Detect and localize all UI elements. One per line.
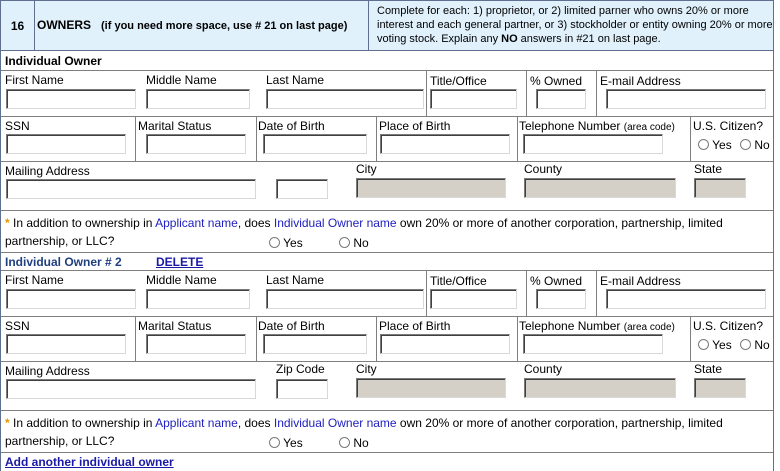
county-label: County: [524, 362, 563, 376]
email-label: E-mail Address: [600, 74, 681, 88]
citizen-yes-label: Yes: [712, 138, 732, 152]
mailing-address-input[interactable]: [6, 179, 256, 199]
question-no-label: No: [353, 436, 369, 450]
last-name-input[interactable]: [266, 289, 424, 309]
telephone-hint: (area code): [623, 122, 675, 133]
question-no-label: No: [353, 236, 369, 250]
add-owner-link[interactable]: Add another individual owner: [5, 455, 174, 469]
citizen-yes-option[interactable]: [698, 138, 732, 152]
title-office-label: Title/Office: [430, 74, 487, 88]
radio-button[interactable]: [740, 339, 751, 350]
applicant-name-ref: Applicant name: [155, 216, 238, 230]
divider: [426, 271, 427, 316]
telephone-input[interactable]: [523, 334, 663, 354]
middle-name-label: Middle Name: [146, 73, 217, 87]
divider: [526, 71, 527, 116]
divider: [376, 317, 377, 361]
email-input[interactable]: [606, 289, 766, 309]
last-name-label: Last Name: [266, 273, 325, 287]
question-text: own 20% or more of another corporation, partnership, limited partnership, or LLC?: [5, 216, 723, 248]
first-name-label: First Name: [5, 73, 64, 87]
question-yes-label: Yes: [283, 236, 303, 250]
divider: [1, 316, 773, 317]
section-instructions: [368, 1, 773, 51]
divider: [1, 410, 773, 411]
marital-status-label: Marital Status: [138, 119, 212, 133]
divider: [690, 117, 691, 161]
divider: [596, 71, 597, 116]
county-field: [524, 178, 676, 198]
question-no-option[interactable]: [339, 436, 369, 450]
last-name-label: Last Name: [266, 73, 325, 87]
citizen-no-label: No: [754, 138, 770, 152]
state-label: State: [694, 162, 723, 176]
section-subtitle: (if you need more space, use # 21 on last page): [101, 20, 348, 32]
owner-name-ref: Individual Owner name: [273, 216, 397, 230]
divider: [1, 270, 773, 271]
owner-name-ref: Individual Owner name: [273, 416, 397, 430]
divider: [135, 117, 136, 161]
mailing-address-input[interactable]: [6, 379, 256, 399]
question-text: own 20% or more of another corporation, partnership, limited partnership, or LLC?: [5, 416, 723, 448]
ssn-input[interactable]: [6, 134, 126, 154]
owner1-heading: Individual Owner: [5, 54, 102, 68]
pob-input[interactable]: [380, 334, 510, 354]
divider: [526, 271, 527, 316]
state-field: [694, 178, 746, 198]
divider: [426, 71, 427, 116]
divider: [690, 317, 691, 361]
title-office-input[interactable]: [430, 89, 517, 109]
question-text: , does: [237, 416, 274, 430]
section-title-text: OWNERS: [37, 18, 91, 32]
city-field: [356, 378, 506, 398]
citizen-label: U.S. Citizen?: [693, 319, 764, 333]
telephone-label: [519, 119, 675, 133]
zip-code-label: Zip Code: [276, 362, 325, 376]
city-label: City: [356, 162, 377, 176]
owner2-heading: Individual Owner # 2: [5, 255, 122, 269]
instructions-text-end: answers in #21 on last page.: [517, 33, 661, 45]
delete-owner-link[interactable]: DELETE: [156, 255, 204, 269]
city-label: City: [356, 362, 377, 376]
section-title: [37, 18, 347, 32]
middle-name-input[interactable]: [146, 289, 250, 309]
percent-owned-input[interactable]: [536, 89, 586, 109]
question-text: , does: [237, 216, 274, 230]
dob-input[interactable]: [263, 134, 367, 154]
email-label: E-mail Address: [600, 274, 681, 288]
question-yes-option[interactable]: [269, 436, 303, 450]
telephone-label-text: Telephone Number: [519, 119, 621, 133]
divider: [256, 117, 257, 161]
first-name-input[interactable]: [6, 89, 136, 109]
divider: [1, 452, 773, 453]
divider: [1, 116, 773, 117]
percent-owned-label: % Owned: [530, 74, 583, 88]
question-yes-label: Yes: [283, 436, 303, 450]
question-text: In addition to ownership in: [9, 416, 156, 430]
radio-button[interactable]: [339, 237, 350, 248]
zip-code-input[interactable]: [276, 179, 328, 199]
question-text: In addition to ownership in: [9, 216, 156, 230]
divider: [376, 117, 377, 161]
citizen-no-option[interactable]: [740, 138, 770, 152]
radio-button[interactable]: [339, 437, 350, 448]
divider: [596, 271, 597, 316]
dob-label: Date of Birth: [258, 319, 325, 333]
divider: [1, 161, 773, 162]
middle-name-label: Middle Name: [146, 273, 217, 287]
marital-status-input[interactable]: [146, 334, 246, 354]
citizen-yes-label: Yes: [712, 338, 732, 352]
divider: [1, 210, 773, 211]
email-input[interactable]: [606, 89, 766, 109]
pob-label: Place of Birth: [379, 119, 451, 133]
dob-input[interactable]: [263, 334, 367, 354]
divider: [1, 361, 773, 362]
marital-status-label: Marital Status: [138, 319, 212, 333]
county-field: [524, 378, 676, 398]
applicant-name-ref: Applicant name: [155, 416, 238, 430]
last-name-input[interactable]: [266, 89, 424, 109]
pob-input[interactable]: [380, 134, 510, 154]
section-header: [1, 1, 773, 51]
instructions-bold: NO: [501, 33, 518, 45]
section-number: 16: [1, 1, 35, 51]
ssn-label: SSN: [5, 319, 30, 333]
citizen-no-option[interactable]: [740, 338, 770, 352]
state-field: [694, 378, 746, 398]
ssn-label: SSN: [5, 119, 30, 133]
telephone-label: [519, 319, 675, 333]
question-no-option[interactable]: [339, 236, 369, 250]
mailing-address-label: Mailing Address: [5, 364, 90, 378]
ssn-input[interactable]: [6, 334, 126, 354]
citizen-yes-option[interactable]: [698, 338, 732, 352]
radio-button[interactable]: [269, 437, 280, 448]
radio-button[interactable]: [698, 139, 709, 150]
question-yes-option[interactable]: [269, 236, 303, 250]
state-label: State: [694, 362, 723, 376]
telephone-label-text: Telephone Number: [519, 319, 621, 333]
required-star: *: [5, 416, 10, 430]
divider: [135, 317, 136, 361]
divider: [1, 70, 773, 71]
percent-owned-input[interactable]: [536, 289, 586, 309]
telephone-input[interactable]: [523, 134, 663, 154]
instructions-text: Complete for each: 1) proprietor, or 2) limited parner who owns 20% or more interest and each general partner, or 3) stockholder or entity owning 20% or more voting stock. Explain any: [377, 5, 773, 45]
marital-status-input[interactable]: [146, 134, 246, 154]
radio-button[interactable]: [269, 237, 280, 248]
divider: [517, 317, 518, 361]
first-name-input[interactable]: [6, 289, 136, 309]
zip-code-input[interactable]: [276, 379, 328, 399]
telephone-hint: (area code): [623, 322, 675, 333]
middle-name-input[interactable]: [146, 89, 250, 109]
divider: [1, 252, 773, 253]
first-name-label: First Name: [5, 273, 64, 287]
divider: [517, 117, 518, 161]
divider: [256, 317, 257, 361]
required-star: *: [5, 216, 10, 230]
title-office-label: Title/Office: [430, 274, 487, 288]
citizen-no-label: No: [754, 338, 770, 352]
county-label: County: [524, 162, 563, 176]
ownership-question: [5, 214, 771, 250]
radio-button[interactable]: [698, 339, 709, 350]
radio-button[interactable]: [740, 139, 751, 150]
dob-label: Date of Birth: [258, 119, 325, 133]
ownership-question: [5, 414, 771, 450]
citizen-label: U.S. Citizen?: [693, 119, 764, 133]
percent-owned-label: % Owned: [530, 274, 583, 288]
title-office-input[interactable]: [430, 289, 517, 309]
city-field: [356, 178, 506, 198]
pob-label: Place of Birth: [379, 319, 451, 333]
mailing-address-label: Mailing Address: [5, 164, 90, 178]
